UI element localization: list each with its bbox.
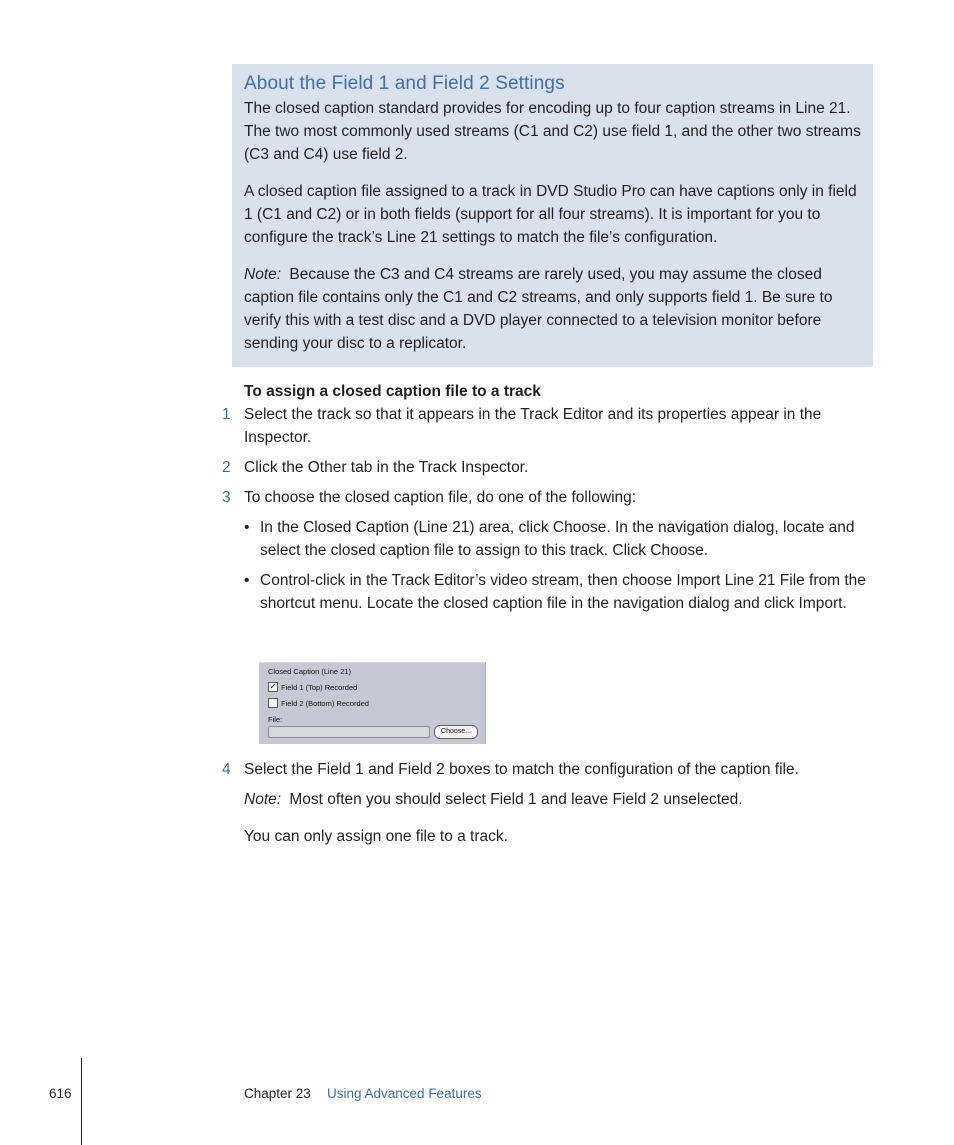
bullet-text: In the Closed Caption (Line 21) area, click Choose. In the navigation dialog, locate and select the closed caption file to assign to this track. Click Choose.: [260, 519, 855, 559]
sidebar-note: [244, 263, 863, 355]
sidebar-box: [232, 64, 873, 367]
step-number: 4: [222, 761, 231, 778]
sidebar-paragraph: A closed caption file assigned to a track in DVD Studio Pro can have captions only in field 1 (C1 and C2) or in both fields (support for all four streams). It is important for you to configure the track’s Line 21 settings to match the file’s configuration.: [244, 183, 857, 246]
inspector-section-title: Closed Caption (Line 21): [268, 667, 351, 676]
field1-checkbox-row[interactable]: [268, 682, 357, 692]
bullet-text: Control-click in the Track Editor’s video stream, then choose Import Line 21 File from the shortcut menu. Locate the closed caption file in the navigation dialog and click Import.: [260, 572, 866, 612]
closing-paragraph: You can only assign one file to a track.: [244, 828, 508, 845]
note-text: Because the C3 and C4 streams are rarely used, you may assume the closed caption file contains only the C1 and C2 streams, and only supports field 1. Be sure to verify this with a test disc and a DVD player connected to a television monitor before sending your disc to a replicator.: [244, 266, 833, 352]
step-text: Click the Other tab in the Track Inspector.: [244, 459, 529, 476]
field2-label: Field 2 (Bottom) Recorded: [281, 698, 369, 708]
note-label: Note:: [244, 266, 282, 283]
step-text: Select the track so that it appears in the Track Editor and its properties appear in the Inspector.: [244, 406, 822, 446]
choose-button[interactable]: Choose...: [434, 725, 478, 739]
step-item: [222, 403, 876, 449]
chapter-title: Using Advanced Features: [327, 1086, 482, 1101]
bullet-item: [244, 569, 880, 615]
step-item: [222, 758, 876, 781]
step-number: 2: [222, 459, 231, 476]
step-number: 3: [222, 489, 231, 506]
step-text: To choose the closed caption file, do one of the following:: [244, 489, 637, 506]
field2-checkbox-row[interactable]: [268, 698, 369, 708]
page-number: 616: [49, 1086, 72, 1101]
bullet-item: [244, 516, 880, 562]
file-label: File:: [268, 715, 283, 724]
step-item: [222, 486, 876, 509]
bullet-mark: •: [244, 572, 250, 589]
closed-caption-inspector-screenshot: [259, 662, 486, 744]
chapter-label: Chapter 23: [244, 1086, 311, 1101]
field1-label: Field 1 (Top) Recorded: [281, 682, 358, 692]
file-field[interactable]: [268, 726, 430, 738]
step-number: 1: [222, 406, 231, 423]
step-item: [222, 456, 876, 479]
field2-checkbox[interactable]: [268, 698, 278, 708]
note-text: Most often you should select Field 1 and leave Field 2 unselected.: [289, 791, 743, 808]
note-label: Note:: [244, 791, 282, 808]
step-text: Select the Field 1 and Field 2 boxes to match the configuration of the caption file.: [244, 761, 799, 778]
footer-divider: [81, 1058, 82, 1145]
step-note: [244, 788, 874, 811]
sidebar-paragraph: The closed caption standard provides for encoding up to four caption streams in Line 21. The two most commonly used streams (C1 and C2) use field 1, and the other two streams (C3 and C4) use field 2.: [244, 100, 861, 163]
bullet-mark: •: [244, 519, 250, 536]
task-heading: To assign a closed caption file to a track: [244, 383, 541, 400]
field1-checkbox[interactable]: ✓: [269, 682, 277, 691]
sidebar-title: About the Field 1 and Field 2 Settings: [244, 73, 565, 94]
